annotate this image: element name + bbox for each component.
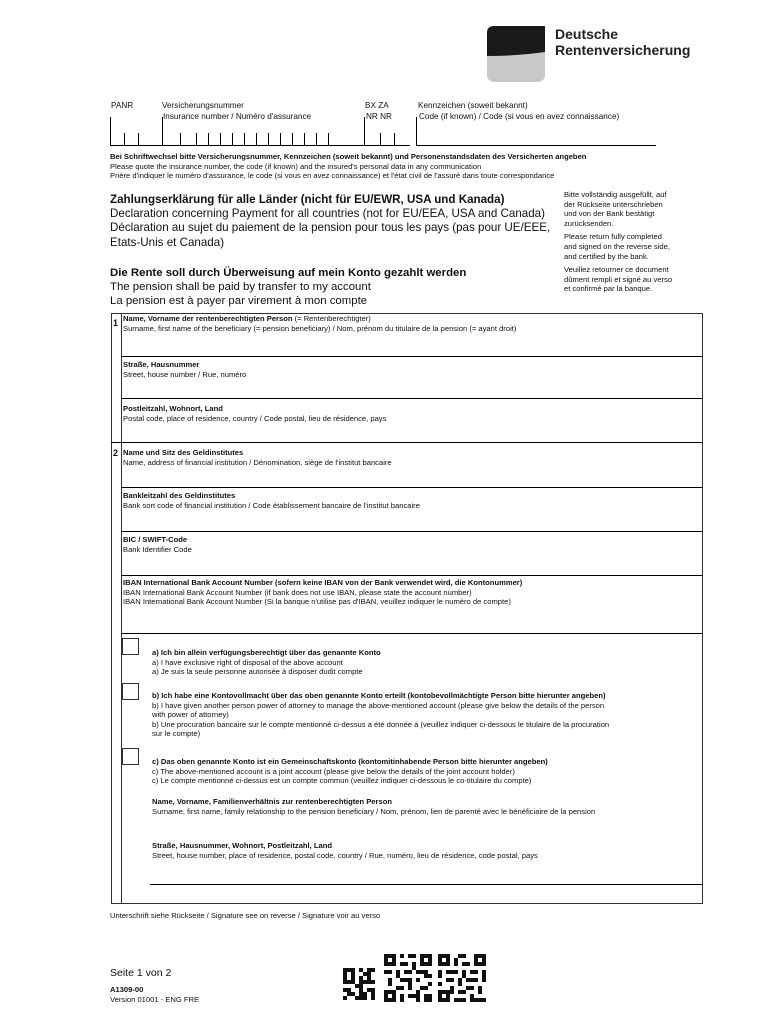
datamatrix-code-2-icon: [438, 953, 486, 1003]
page-title: [110, 193, 560, 250]
street-field[interactable]: [123, 360, 698, 379]
code-label-de: Kennzeichen (soweit bekannt): [418, 101, 528, 110]
iban-label-fr: IBAN International Bank Account Number (Si la banque n'utilise pas d'IBAN, veuillez indiquer le numéro de compte): [123, 597, 511, 607]
title-de: Zahlungserklärung für alle Länder (nicht für EU/EWR, USA und Kanada): [110, 193, 505, 206]
drv-logo-text: [555, 26, 690, 58]
bic-label-en: Bank Identifier Code: [123, 544, 192, 554]
insurance-number-field[interactable]: [110, 117, 410, 147]
option-b-en1: b) I have given another person power of attorney to manage the above-mentioned account (please give below the details of the person: [152, 700, 605, 710]
rel-label-en: Surname, first name, family relationship to the pension beneficiary / Nom, prénom, lien de parenté avec le bénéficiaire de la pension: [152, 806, 596, 816]
section-separator: [111, 442, 703, 443]
code-label-en: Code (if known) / Code (si vous en avez connaissance): [419, 112, 620, 121]
side-fr2: dûment rempli et signé au verso: [564, 274, 673, 284]
addr-label-de: Straße, Hausnummer, Wohnort, Postleitzahl, Land: [152, 841, 333, 850]
option-b-fr1: b) Une procuration bancaire sur le compte mentionné ci-dessus a été donnée à (veuillez indiquer ci-dessous le titulaire de la procuration: [152, 719, 610, 729]
small-barcode-icon: [343, 968, 375, 1000]
subtitle-fr: La pension est à payer par virement à mon compte: [110, 295, 368, 307]
name-label-de-suffix: (= Rentenberechtigter): [292, 314, 371, 323]
separator: [150, 884, 703, 885]
payment-subtitle: [110, 266, 560, 308]
addr-label-en: Street, house number, place of residence, postal code, country / Rue, numéro, lieu de résidence, code postal, pays: [152, 850, 538, 860]
separator: [121, 398, 703, 399]
sort-code-field[interactable]: [123, 491, 698, 510]
side-fr1: Veuillez retourner ce document: [564, 265, 669, 275]
datamatrix-code-1-icon: [384, 953, 432, 1003]
side-fr3: et confirmé par la banque.: [564, 284, 653, 294]
return-instructions: [564, 190, 714, 294]
insurance-number-label-de: Versicherungsnummer: [162, 101, 244, 110]
subtitle-en: The pension shall be paid by transfer to my account: [110, 281, 371, 293]
option-b-text: [152, 691, 702, 739]
postal-field[interactable]: [123, 404, 698, 423]
postal-label-en: Postal code, place of residence, country / Code postal, lieu de résidence, pays: [123, 413, 387, 423]
title-fr1: Déclaration au sujet du paiement de la pension pour tous les pays (pas pour UE/EEE,: [110, 221, 551, 235]
insurance-number-label-en: Insurance number / Numéro d'assurance: [163, 112, 312, 121]
option-a-fr: a) Je suis la seule personne autorisée à disposer dudit compte: [152, 667, 363, 677]
side-en2: and signed on the reverse side,: [564, 241, 670, 251]
bic-field[interactable]: [123, 535, 698, 554]
option-b-checkbox[interactable]: [122, 683, 139, 700]
code-field[interactable]: [416, 117, 656, 147]
option-b-de: b) Ich habe eine Kontovollmacht über das oben genannte Konto erteilt (kontobevollmächtigte Person bitte hierunter angeben): [152, 691, 606, 700]
notice-de: Bei Schriftwechsel bitte Versicherungsnummer, Kennzeichen (soweit bekannt) und Personenstandsdaten des Versicherten angeben: [110, 152, 587, 161]
notice-en: Please quote the insurance number, the code (if known) and the insured's personal data in any communication: [110, 161, 482, 171]
section-number-1: 1: [113, 318, 119, 328]
bank-label-de: Name und Sitz des Geldinstitutes: [123, 448, 244, 457]
option-b-fr2: sur le compte): [152, 729, 201, 739]
separator: [121, 487, 703, 488]
street-label-en: Street, house number / Rue, numéro: [123, 369, 247, 379]
option-a-de: a) Ich bin allein verfügungsberechtigt über das genannte Konto: [152, 648, 381, 657]
side-en1: Please return fully completed: [564, 232, 662, 242]
iban-label-de: IBAN International Bank Account Number (sofern keine IBAN von der Bank verwendet wird, die Kontonummer): [123, 578, 523, 587]
logo-line2: Rentenversicherung: [555, 42, 691, 58]
name-label-en: Surname, first name of the beneficiary (= pension beneficiary) / Nom, prénom du titulaire de la pension (= ayant droit): [123, 323, 517, 333]
bank-label-en: Name, address of financial institution / Dénomination, siège de l'institut bancaire: [123, 457, 392, 467]
notice-fr: Prière d'indiquer le numéro d'assurance, le code (si vous en avez connaissance) et l'état civil de l'assuré dans toute correspondance: [110, 171, 555, 181]
form-version: Version 01001 - ENG FRE: [110, 995, 200, 1004]
separator: [121, 531, 703, 532]
iban-field[interactable]: [123, 578, 701, 607]
beneficiary-name-field[interactable]: [123, 314, 698, 333]
option-c-fr: c) Le compte mentionné ci-dessus est un compte commun (veuillez indiquer ci-dessous le co-titulaire du compte): [152, 776, 532, 786]
option-b-en2: with power of attorney): [152, 710, 229, 720]
side-de1: Bitte vollständig ausgefüllt, auf: [564, 190, 667, 199]
page-number: Seite 1 von 2: [110, 967, 172, 979]
option-a-text: [152, 648, 702, 677]
option-a-en: a) I have exclusive right of disposal of the above account: [152, 657, 343, 667]
title-en: Declaration concerning Payment for all countries (not for EU/EEA, USA and Canada): [110, 207, 545, 221]
bank-name-field[interactable]: [123, 448, 698, 467]
separator: [121, 633, 703, 634]
title-fr2: Etats-Unis et Canada): [110, 235, 225, 249]
option-c-text: [152, 757, 702, 786]
option-a-checkbox[interactable]: [122, 638, 139, 655]
gutter-line: [121, 313, 122, 904]
side-de3: und von der Bank bestätigt: [564, 209, 655, 219]
second-address-field[interactable]: [152, 841, 702, 860]
street-label-de: Straße, Hausnummer: [123, 360, 200, 369]
correspondence-notice: [110, 152, 710, 181]
postal-label-de: Postleitzahl, Wohnort, Land: [123, 404, 223, 413]
option-c-checkbox[interactable]: [122, 748, 139, 765]
signature-note: Unterschrift siehe Rückseite / Signature see on reverse / Signature voir au verso: [110, 911, 381, 920]
side-en3: and certified by the bank.: [564, 251, 649, 261]
option-c-en: c) The above-mentioned account is a joint account (please give below the details of the joint account holder): [152, 766, 515, 776]
sort-label-de: Bankleitzahl des Geldinstitutes: [123, 491, 236, 500]
panr-label: PANR: [111, 101, 134, 110]
side-de4: zurücksenden.: [564, 218, 614, 228]
side-de2: der Rückseite unterschrieben: [564, 199, 663, 209]
name-label-de: Name, Vorname der rentenberechtigten Person: [123, 314, 293, 323]
separator: [121, 575, 703, 576]
logo-line1: Deutsche: [555, 26, 619, 42]
section-number-2: 2: [113, 448, 119, 458]
rel-label-de: Name, Vorname, Familienverhältnis zur rentenberechtigten Person: [152, 797, 392, 806]
bic-label-de: BIC / SWIFT-Code: [123, 535, 188, 544]
iban-label-en: IBAN International Bank Account Number (if bank does not use IBAN, please state the account number): [123, 587, 472, 597]
drv-logo-icon: [487, 26, 545, 82]
relationship-field[interactable]: [152, 797, 702, 816]
separator: [121, 356, 703, 357]
subtitle-de: Die Rente soll durch Überweisung auf mein Konto gezahlt werden: [110, 267, 467, 279]
bx-za-label: BX ZA: [365, 101, 389, 110]
nr-nr-label: NR NR: [366, 112, 392, 121]
option-c-de: c) Das oben genannte Konto ist ein Gemeinschaftskonto (kontomitinhabende Person bitte hierunter angeben): [152, 757, 548, 766]
form-id: A1309-00: [110, 985, 144, 994]
sort-label-en: Bank sort code of financial institution / Code établissement bancaire de l'institut bancaire: [123, 500, 420, 510]
